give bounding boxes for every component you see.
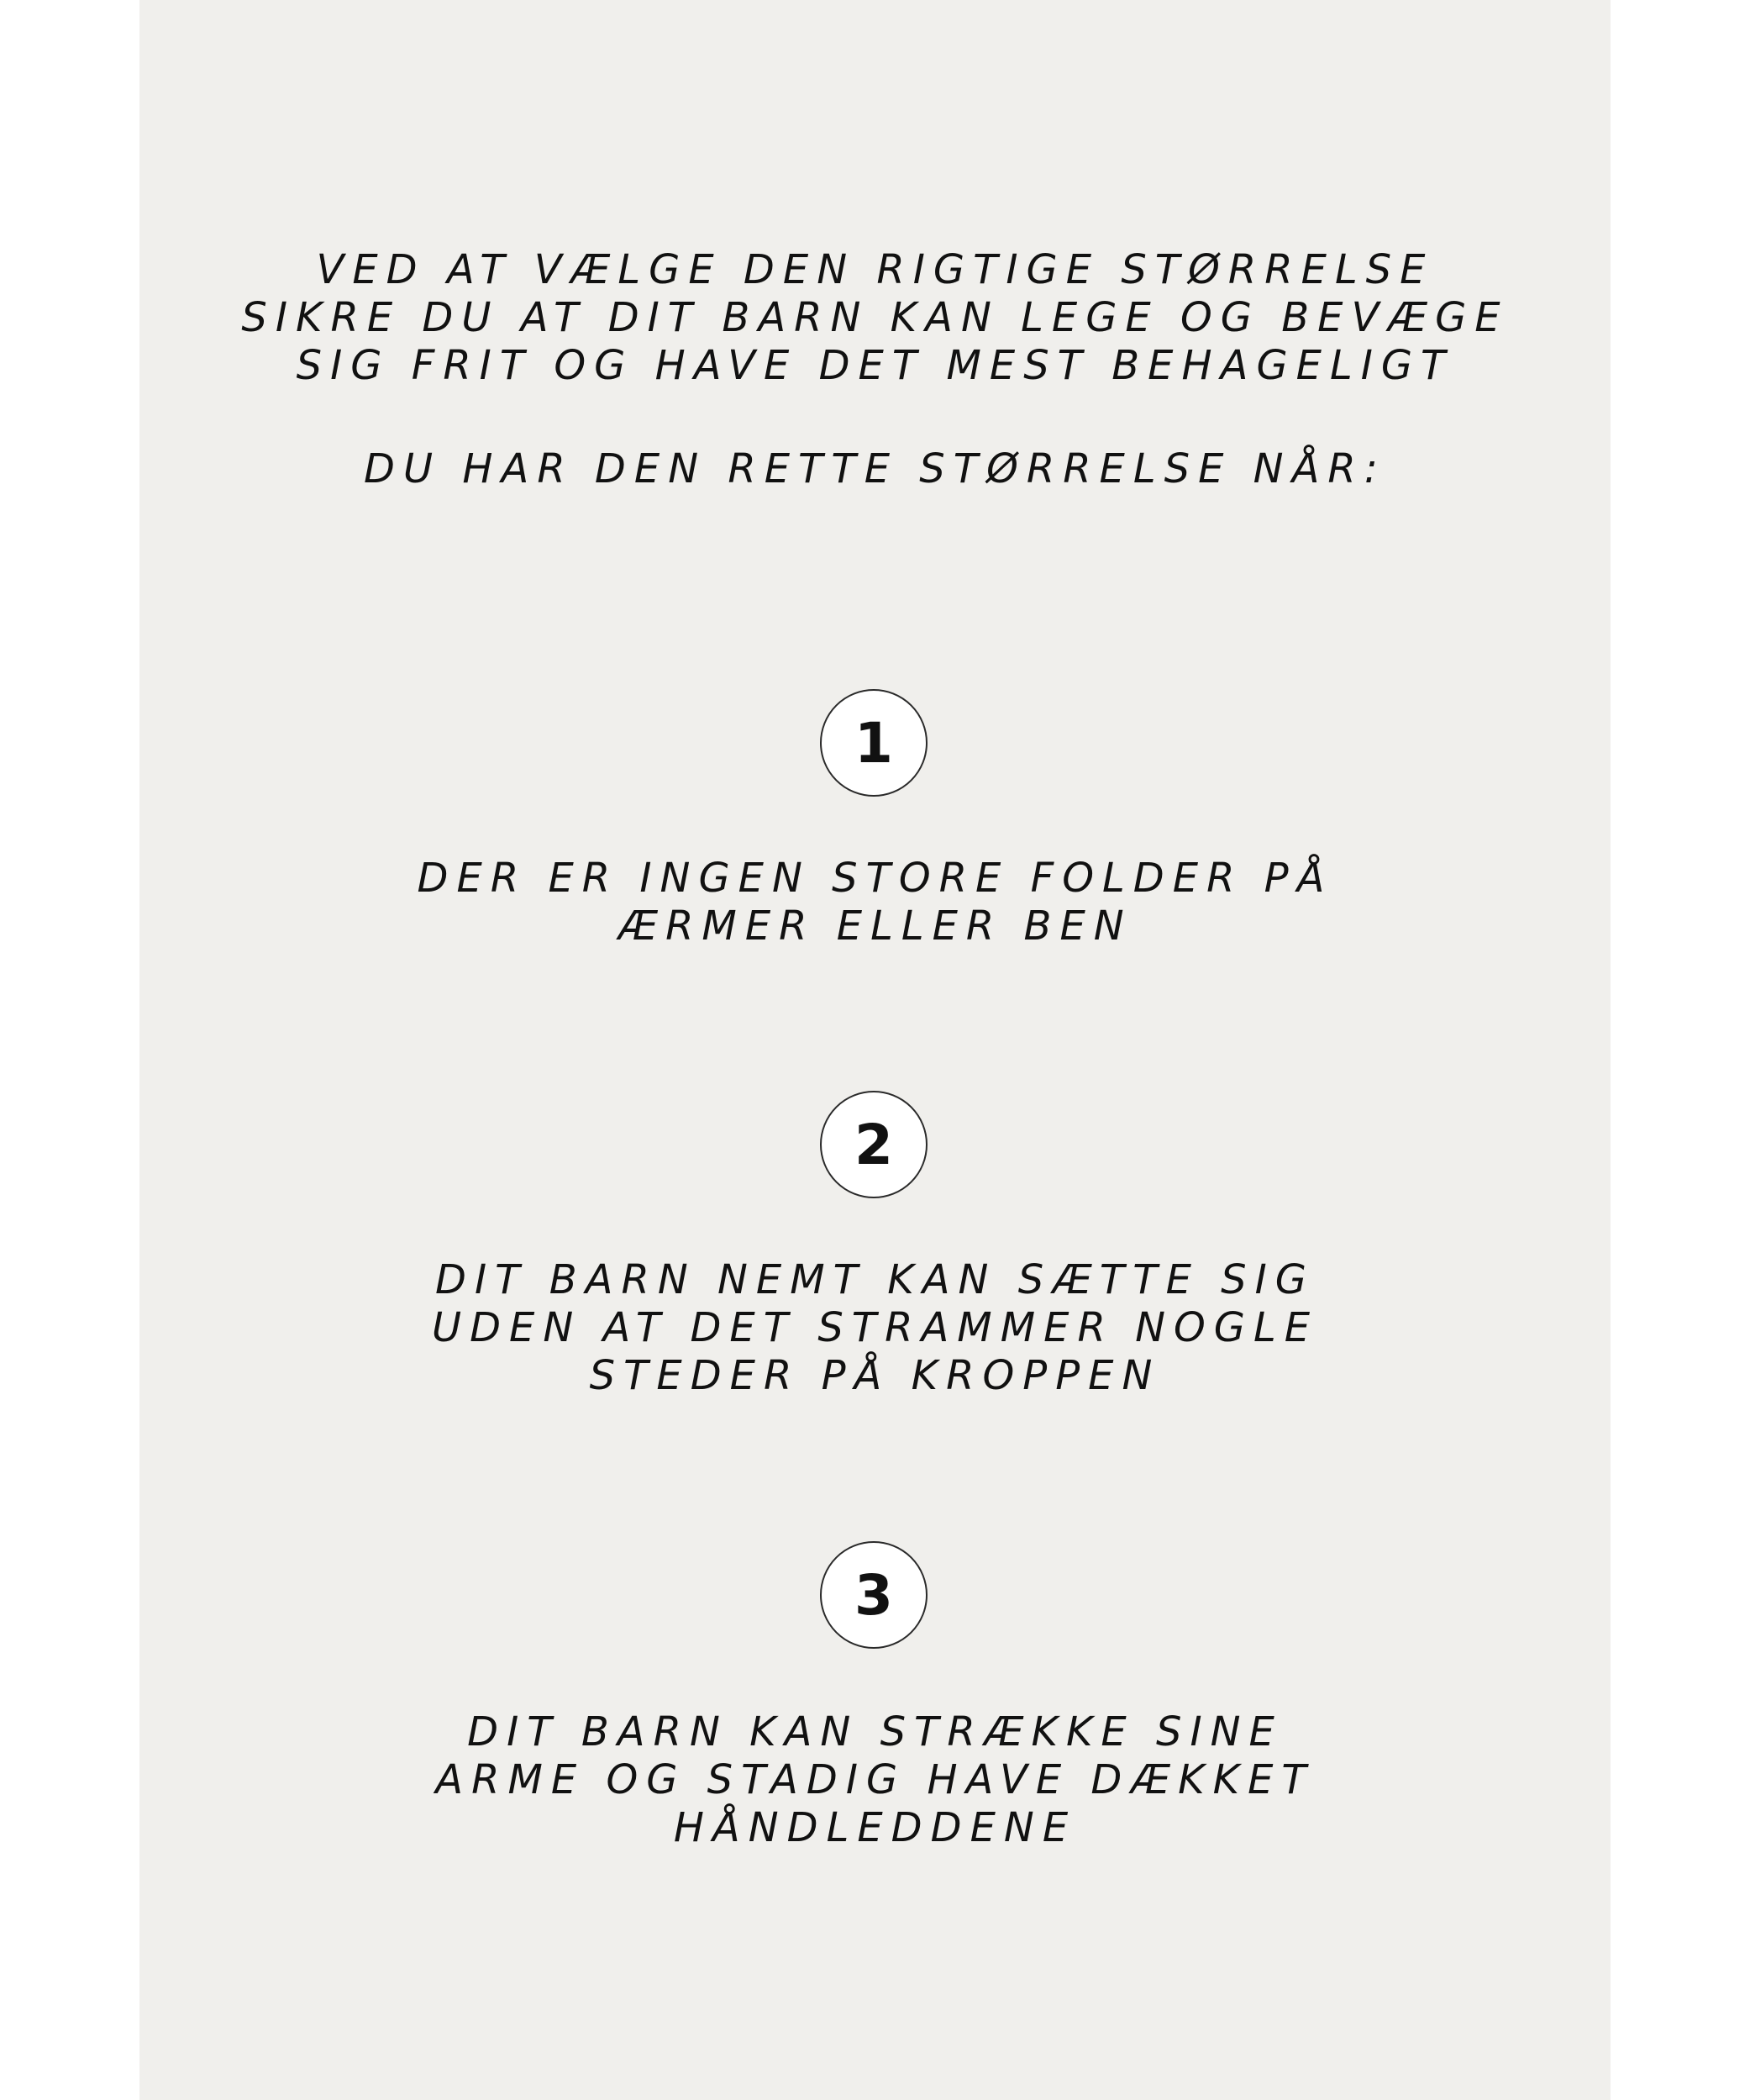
intro-line: SIKRE DU AT DIT BARN KAN LEGE OG BEVÆGE <box>241 294 1509 341</box>
step-number-badge-3: 3 <box>820 1541 928 1649</box>
step-line: ARME OG STADIG HAVE DÆKKET <box>435 1756 1315 1803</box>
intro-text <box>139 246 1611 390</box>
step-number-badge-1: 1 <box>820 689 928 797</box>
step-line: UDEN AT DET STRAMMER NOGLE <box>431 1304 1319 1351</box>
step-line: DIT BARN NEMT KAN SÆTTE SIG <box>435 1256 1315 1303</box>
lead-line: DU HAR DEN RETTE STØRRELSE NÅR: <box>364 445 1386 492</box>
step-text-1 <box>139 855 1611 950</box>
intro-line: SIG FRIT OG HAVE DET MEST BEHAGELIGT <box>296 342 1454 389</box>
intro-line: VED AT VÆLGE DEN RIGTIGE STØRRELSE <box>316 246 1434 293</box>
size-guide-panel <box>139 0 1611 2100</box>
step-line: DIT BARN KAN STRÆKKE SINE <box>467 1708 1283 1755</box>
step-text-3 <box>139 1708 1611 1852</box>
step-line: DER ER INGEN STORE FOLDER PÅ <box>417 855 1333 902</box>
lead-text <box>139 445 1611 493</box>
step-line: HÅNDLEDDENE <box>673 1804 1077 1851</box>
step-line: STEDER PÅ KROPPEN <box>589 1352 1161 1399</box>
step-number-badge-2: 2 <box>820 1091 928 1198</box>
step-text-2 <box>139 1256 1611 1400</box>
step-line: ÆRMER ELLER BEN <box>617 903 1133 950</box>
